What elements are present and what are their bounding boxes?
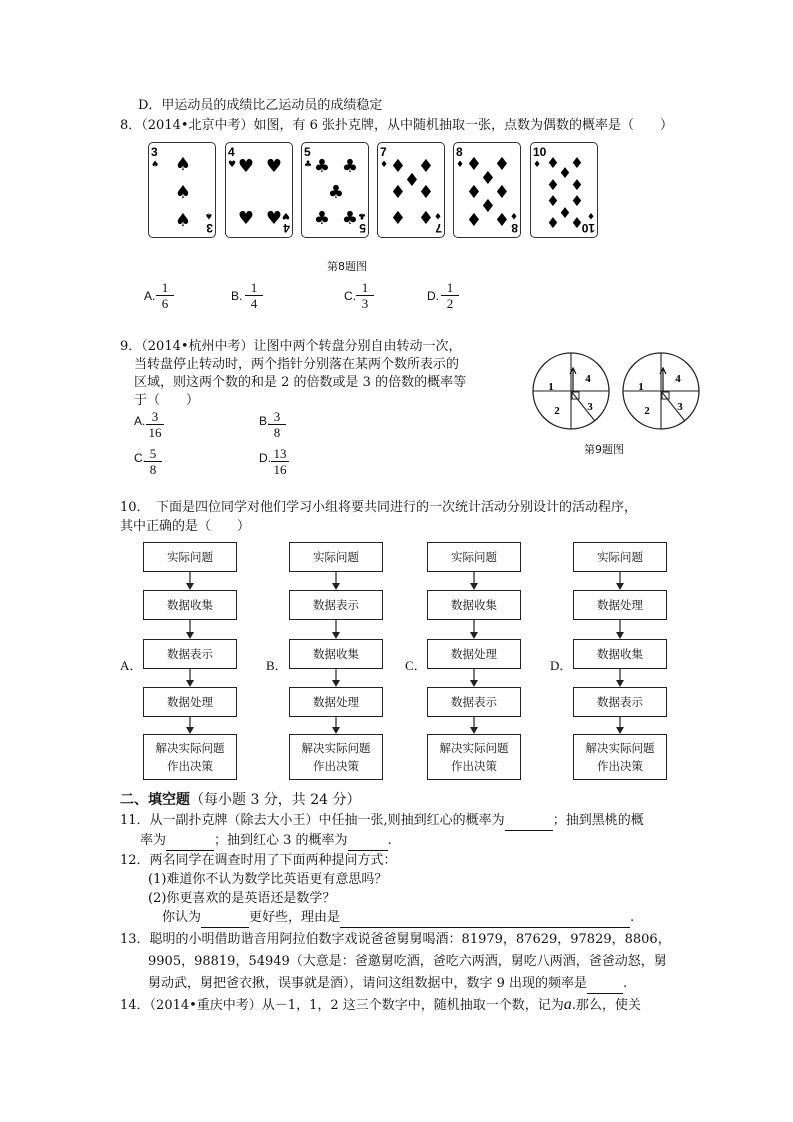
diamond-pip-icon: ♦: [546, 176, 560, 194]
diamond-pip-icon: ♦: [570, 214, 584, 232]
diamond-pip-icon: ♦: [389, 182, 407, 203]
q12-item1: (1)难道你不认为数学比英语更有意思吗？: [148, 872, 388, 887]
q9-option-d-fraction: $\frac{13}{16}$: [271, 446, 289, 478]
q9-option-a-label: A.: [134, 414, 146, 428]
q9-spinners: [527, 348, 727, 438]
diamond-pip-icon: ♦: [465, 210, 483, 231]
flow-arrow-icon: [184, 572, 196, 590]
q8-option-d-fraction: $\frac{1}{2}$: [441, 280, 459, 312]
heart-pip-icon: ♥: [265, 156, 283, 177]
flowchart-final-step: [289, 734, 383, 780]
q7-option-d: D．甲运动员的成绩比乙运动员的成绩稳定: [138, 98, 383, 113]
q9-option-a-fraction: $\frac{3}{16}$: [146, 409, 164, 441]
q13-line2: 9905，98819，54949（大意是：爸邀舅吃酒，爸吃六两酒，舅吃八两酒，爸爸动怒，舅: [148, 954, 667, 969]
q9-option-b-label: B.: [259, 414, 271, 428]
flowchart-step: 实际问题: [143, 542, 237, 572]
q11-line1: [120, 812, 644, 831]
q11-text-1: 11．从一副扑克牌（除去大小王）中任抽一张,则抽到红心的概率为: [120, 813, 505, 828]
playing-card: [530, 142, 598, 238]
spinner-number: 4: [675, 373, 681, 385]
flowchart-step: 数据处理: [143, 687, 237, 717]
card-rank-rotated: 10: [581, 221, 595, 235]
q12-stem: 12．两名同学在调查时用了下面两种提问方式：: [120, 853, 397, 868]
card-rank-rotated: 3: [206, 221, 213, 235]
diamond-pip-icon: ♦: [479, 196, 497, 217]
diamond-pip-icon: ♦: [570, 176, 584, 194]
q8-option-b-fraction: $\frac{1}{4}$: [245, 280, 263, 312]
flowchart-final-line2: 作出决策: [451, 759, 497, 773]
diamond-pip-icon: ♦: [546, 192, 560, 210]
spinner-number: 1: [638, 381, 644, 393]
flow-arrow-icon: [468, 717, 480, 734]
heart-pip-icon: ♥: [237, 156, 255, 177]
q8-option-d-label: D.: [427, 289, 439, 303]
diamond-pip-icon: ♦: [417, 182, 435, 203]
card-rank-rotated: 8: [511, 221, 518, 235]
flowchart-final-line2: 作出决策: [597, 759, 643, 773]
q10-line1: 10． 下面是四位同学对他们学习小组将要共同进行的一次统计活动分别设计的活动程序，: [120, 500, 638, 515]
card-suit-small-icon: ♦: [433, 210, 442, 220]
q9-option-d-label: D.: [259, 451, 271, 465]
q11-line2: [140, 832, 392, 851]
q9-option-c-label: C.: [134, 451, 146, 465]
spinner-number: 4: [585, 373, 591, 385]
playing-card: [301, 142, 369, 238]
q12-answer-line: [162, 909, 634, 928]
q14-line: [120, 996, 641, 1015]
flowchart-final-line2: 作出决策: [167, 759, 213, 773]
club-pip-icon: ♣: [341, 208, 359, 229]
diamond-pip-icon: ♦: [417, 208, 435, 229]
q11-text-4: ；抽到红心 3 的概率为: [214, 833, 348, 848]
heart-pip-icon: ♥: [265, 208, 283, 229]
flowchart-step: 数据处理: [573, 590, 667, 620]
flowchart-final-line1: 解决实际问题: [155, 741, 225, 755]
q11-text-3: 率为: [140, 833, 167, 848]
flow-arrow-icon: [330, 717, 342, 734]
q11-blank-1[interactable]: [505, 812, 553, 831]
diamond-pip-icon: ♦: [389, 208, 407, 229]
club-pip-icon: ♣: [341, 156, 359, 177]
flowchart-step: 数据收集: [143, 590, 237, 620]
diamond-pip-icon: ♦: [493, 182, 511, 203]
q9-caption: 第9题图: [584, 443, 624, 456]
q8-option-a-label: A.: [144, 289, 156, 303]
flowchart-option-label: C．: [405, 658, 427, 673]
heart-pip-icon: ♥: [237, 208, 255, 229]
q11-blank-3[interactable]: [348, 832, 388, 851]
q9-line4: 于（ ）: [134, 393, 200, 408]
flowchart-final-line1: 解决实际问题: [439, 741, 509, 755]
q11-blank-2[interactable]: [166, 832, 214, 851]
diamond-pip-icon: ♦: [558, 164, 572, 182]
spinner-2: [623, 353, 699, 429]
q9-option-b-fraction: $\frac{3}{8}$: [268, 409, 286, 441]
spinner-number: 2: [554, 405, 560, 417]
q8-option-c-fraction: $\frac{1}{3}$: [356, 280, 374, 312]
section2-note: （每小题 3 分，共 24 分）: [190, 792, 361, 808]
q8-stem: 8．（2014•北京中考）如图，有 6 张扑克牌，从中随机抽取一张，点数为偶数的概率是（ ）: [120, 118, 674, 133]
q13-line1: 13．聪明的小明借助谐音用阿拉伯数字戏说爸爸舅舅喝酒：81979，87629，97829，8806，: [120, 932, 671, 947]
diamond-pip-icon: ♦: [479, 168, 497, 189]
flow-arrow-icon: [330, 620, 342, 639]
flowchart-step: 数据处理: [289, 687, 383, 717]
diamond-pip-icon: ♦: [389, 156, 407, 177]
section2-heading: 二、填空题: [120, 792, 190, 808]
section2-title: [120, 791, 361, 809]
card-rank-rotated: 5: [359, 221, 366, 235]
q14-text-1: 14．（2014•重庆中考）从－1，1，2 这三个数字中，随机抽取一个数，记为: [120, 998, 564, 1013]
card-suit-small-icon: ♣: [357, 210, 366, 220]
flow-arrow-icon: [330, 572, 342, 590]
flowchart-option-label: B．: [266, 658, 288, 673]
flow-arrow-icon: [614, 717, 626, 734]
card-suit-small-icon: ♥: [281, 210, 290, 220]
q14-text-2: .那么，使关: [571, 998, 641, 1013]
flowchart-step: 实际问题: [573, 542, 667, 572]
flow-arrow-icon: [330, 669, 342, 687]
diamond-pip-icon: ♦: [417, 156, 435, 177]
card-rank: 5: [304, 145, 311, 159]
flowchart-step: 实际问题: [427, 542, 521, 572]
card-suit-small-icon: ♣: [304, 160, 313, 170]
q9-line1: 9．（2014•杭州中考）让图中两个转盘分别自由转动一次，: [120, 339, 462, 354]
flowchart-final-line1: 解决实际问题: [585, 741, 655, 755]
flowchart-step: 数据收集: [289, 639, 383, 669]
q12-text-2: 更好些，理由是: [249, 910, 341, 925]
diamond-pip-icon: ♦: [546, 214, 560, 232]
q9-line2: 当转盘停止转动时，两个指针分别落在某两个数所表示的: [134, 357, 460, 372]
card-suit-small-icon: ♦: [456, 160, 465, 170]
card-rank: 8: [456, 145, 463, 159]
club-pip-icon: ♣: [313, 156, 331, 177]
flowchart-final-step: [143, 734, 237, 780]
flowchart-step: 数据表示: [289, 590, 383, 620]
flowchart-final-step: [427, 734, 521, 780]
flowchart-step: 数据表示: [573, 687, 667, 717]
q12-blank-1[interactable]: [201, 909, 249, 928]
club-pip-icon: ♣: [327, 182, 345, 203]
card-rank: 4: [228, 145, 235, 159]
spade-pip-icon: ♠: [174, 182, 192, 203]
card-suit-small-icon: ♠: [204, 210, 213, 220]
flow-arrow-icon: [614, 572, 626, 590]
flow-arrow-icon: [468, 620, 480, 639]
spinner-1: [533, 353, 609, 429]
flow-arrow-icon: [468, 572, 480, 590]
playing-card: [148, 142, 216, 238]
club-pip-icon: ♣: [313, 208, 331, 229]
q8-option-a-fraction: $\frac{1}{6}$: [156, 280, 174, 312]
q12-text-1: 你认为: [162, 910, 202, 925]
diamond-pip-icon: ♦: [570, 192, 584, 210]
q13-text-4: .: [623, 976, 628, 991]
q13-text-3: 舅动武，舅把爸衣揪，误事就是酒），请问这组数据中，数字 9 出现的频率是: [148, 976, 588, 991]
q11-text-5: .: [387, 833, 392, 848]
flow-arrow-icon: [184, 669, 196, 687]
flow-arrow-icon: [468, 669, 480, 687]
q9-option-c-fraction: $\frac{5}{8}$: [144, 446, 162, 478]
card-suit-small-icon: ♥: [228, 160, 237, 170]
q11-text-2: ；抽到黑桃的概: [552, 813, 644, 828]
flowchart-step: 数据表示: [143, 639, 237, 669]
diamond-pip-icon: ♦: [493, 210, 511, 231]
playing-card: [377, 142, 445, 238]
q12-blank-2[interactable]: [340, 909, 630, 928]
flow-arrow-icon: [184, 620, 196, 639]
card-rank: 7: [380, 145, 387, 159]
diamond-pip-icon: ♦: [403, 170, 421, 191]
q13-line3: [148, 975, 627, 994]
flowchart-step: 数据表示: [427, 687, 521, 717]
diamond-pip-icon: ♦: [465, 154, 483, 175]
card-suit-small-icon: ♦: [380, 160, 389, 170]
spinner-number: 1: [548, 381, 554, 393]
spinner-number: 3: [677, 401, 683, 413]
flowchart-step: 数据处理: [427, 639, 521, 669]
flowchart-option-label: D．: [550, 658, 573, 673]
diamond-pip-icon: ♦: [493, 154, 511, 175]
q14-variable: a: [563, 996, 572, 1013]
card-rank-rotated: 7: [435, 221, 442, 235]
card-rank-rotated: 4: [283, 221, 290, 235]
flowchart-option-label: A．: [120, 658, 143, 673]
q12-item2: (2)你更喜欢的是英语还是数学？: [148, 891, 336, 906]
diamond-pip-icon: ♦: [570, 154, 584, 172]
q9-line3: 区域，则这两个数的和是 2 的倍数或是 3 的倍数的概率等: [134, 375, 467, 390]
card-rank: 3: [151, 145, 158, 159]
flow-arrow-icon: [614, 669, 626, 687]
card-suit-small-icon: ♠: [151, 160, 160, 170]
diamond-pip-icon: ♦: [546, 154, 560, 172]
flowchart-final-line2: 作出决策: [313, 759, 359, 773]
card-suit-small-icon: ♦: [586, 210, 595, 220]
spade-pip-icon: ♠: [174, 210, 192, 231]
flowchart-step: 数据收集: [573, 639, 667, 669]
q8-option-b-label: B.: [231, 289, 243, 303]
spade-pip-icon: ♠: [174, 154, 192, 175]
playing-card: [453, 142, 521, 238]
flowchart-final-step: [573, 734, 667, 780]
flow-arrow-icon: [184, 717, 196, 734]
card-suit-small-icon: ♦: [509, 210, 518, 220]
flowchart-step: 实际问题: [289, 542, 383, 572]
q13-blank[interactable]: [587, 975, 623, 994]
spinner-number: 2: [644, 405, 650, 417]
q12-text-3: .: [630, 910, 635, 925]
flow-arrow-icon: [614, 620, 626, 639]
q8-caption: 第8题图: [327, 260, 367, 273]
diamond-pip-icon: ♦: [465, 182, 483, 203]
flowchart-final-line1: 解决实际问题: [301, 741, 371, 755]
flowchart-step: 数据收集: [427, 590, 521, 620]
card-rank: 10: [533, 145, 547, 159]
card-suit-small-icon: ♦: [533, 160, 542, 170]
diamond-pip-icon: ♦: [558, 204, 572, 222]
playing-card: [225, 142, 293, 238]
q8-option-c-label: C.: [344, 289, 356, 303]
q10-line2: 其中正确的是（ ）: [120, 519, 251, 534]
spinner-number: 3: [587, 401, 593, 413]
